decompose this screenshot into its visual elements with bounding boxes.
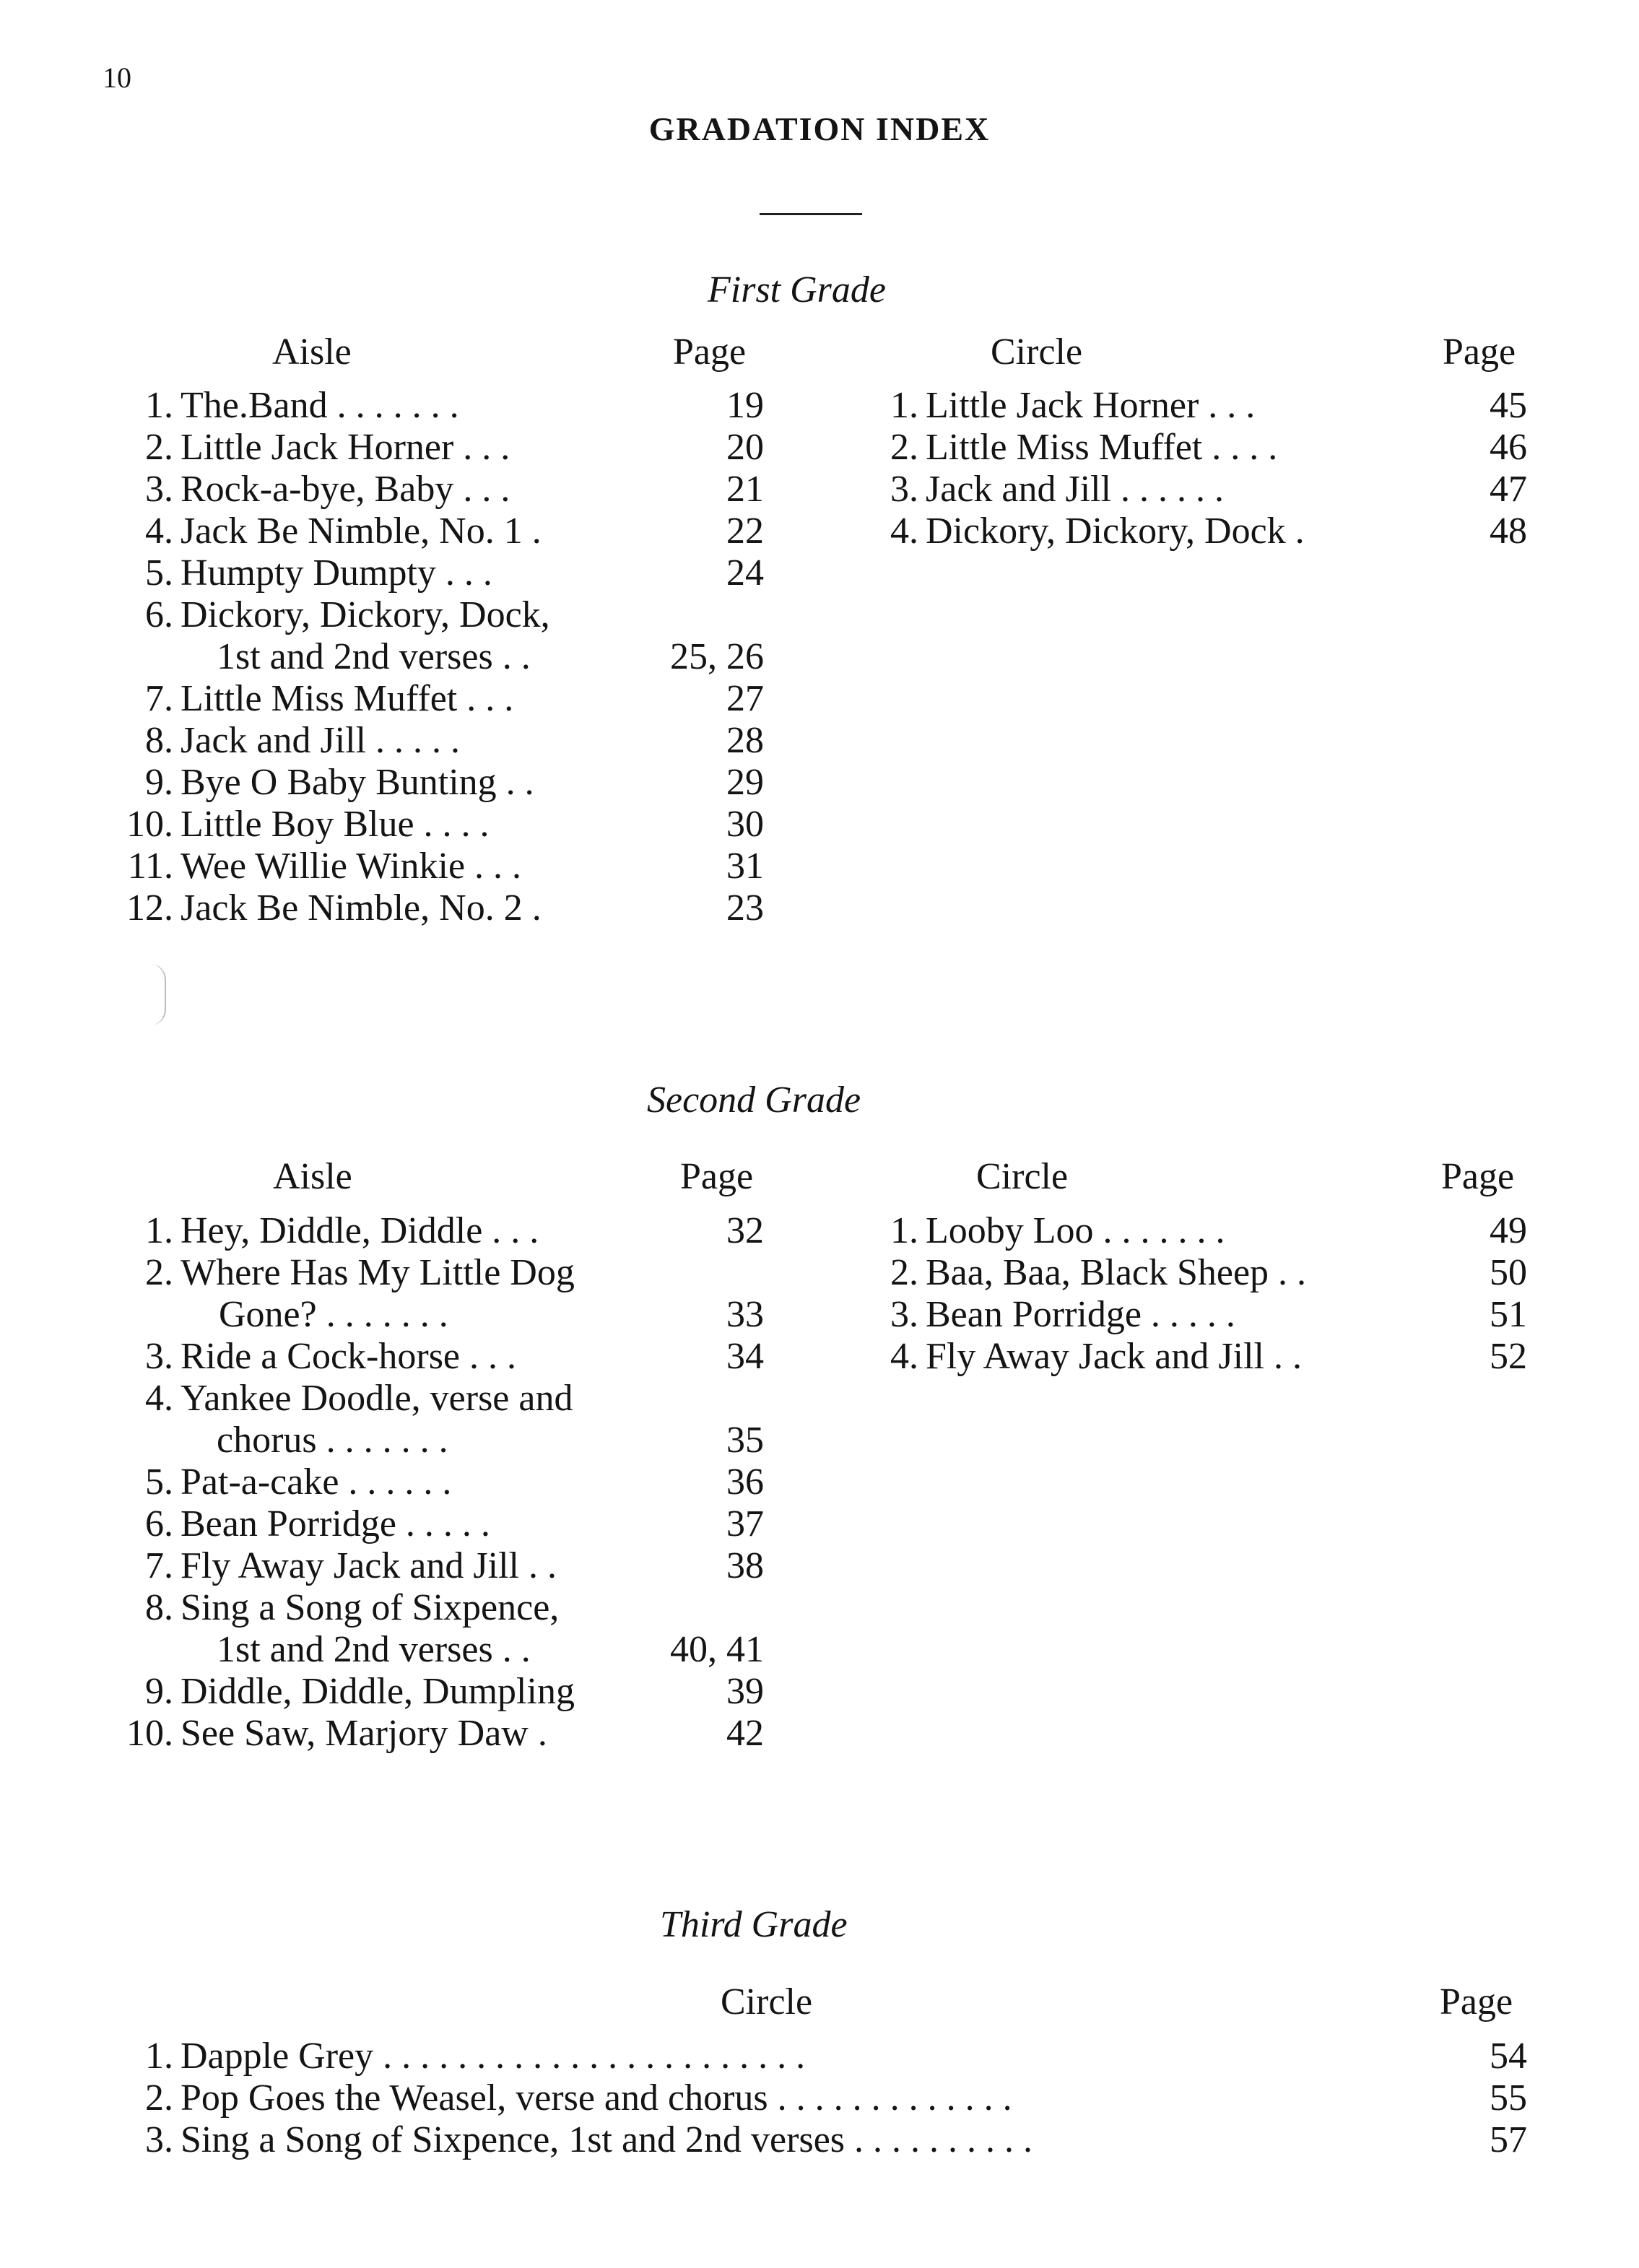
first-circle-page-heading: Page (1443, 331, 1516, 373)
page-number: 10 (103, 61, 131, 94)
list-item: 7. Little Miss Muffet . . . 27 (145, 678, 764, 719)
list-item: 2. Baa, Baa, Black Sheep . . 50 (890, 1252, 1527, 1293)
list-item: 10. See Saw, Marjory Daw . 42 (126, 1713, 764, 1754)
list-item: 1. Looby Loo . . . . . . . 49 (890, 1210, 1527, 1251)
list-item: 1. Dapple Grey . . . . . . . . . . . . . . . . . . . . . . . 54 (145, 2035, 1527, 2077)
list-item: 3. Ride a Cock-horse . . . 34 (145, 1336, 764, 1377)
list-item: 1. Hey, Diddle, Diddle . . . 32 (145, 1210, 764, 1251)
second-aisle-page-heading: Page (680, 1156, 754, 1197)
grade-title-third: Third Grade (660, 1904, 848, 1945)
second-grade-circle-list (850, 1209, 1527, 1377)
third-circle-heading: Circle (721, 1981, 813, 2022)
list-item: 9. Diddle, Diddle, Dumpling 39 (145, 1671, 764, 1712)
list-item: 2. Little Jack Horner . . . 20 (145, 427, 764, 468)
list-item: 6. Bean Porridge . . . . . 37 (145, 1503, 764, 1544)
list-item: 1. The.Band . . . . . . . 19 (145, 385, 764, 426)
list-item: 8. Jack and Jill . . . . . 28 (145, 720, 764, 761)
list-item: 10. Little Boy Blue . . . . 30 (126, 804, 764, 845)
list-item: 4. Dickory, Dickory, Dock . 48 (890, 510, 1527, 552)
list-item: 11. Wee Willie Winkie . . . 31 (127, 846, 764, 887)
list-item: 2. Pop Goes the Weasel, verse and chorus . . . . . . . . . . . . . 55 (145, 2077, 1527, 2119)
margin-mark (150, 964, 166, 1025)
second-circle-heading: Circle (976, 1156, 1069, 1197)
list-item: 4. Yankee Doodle, verse and chorus . . . . . . . 35 (145, 1378, 764, 1461)
first-grade-aisle-list (105, 384, 764, 929)
list-item: 8. Sing a Song of Sixpence, 1st and 2nd verses . . 40, 41 (145, 1587, 764, 1670)
list-item: 1. Little Jack Horner . . . 45 (890, 385, 1527, 426)
list-item: 3. Bean Porridge . . . . . 51 (890, 1294, 1527, 1335)
list-item: 9. Bye O Baby Bunting . . 29 (145, 762, 764, 803)
list-item: 12. Jack Be Nimble, No. 2 . 23 (126, 887, 764, 929)
list-item: 7. Fly Away Jack and Jill . . 38 (145, 1545, 764, 1586)
first-aisle-heading: Aisle (272, 331, 352, 373)
list-item: 4. Fly Away Jack and Jill . . 52 (890, 1336, 1527, 1377)
second-grade-aisle-list (105, 1209, 764, 1754)
list-item: 6. Dickory, Dickory, Dock, 1st and 2nd verses . . 25, 26 (145, 594, 764, 677)
third-grade-circle-list (105, 2035, 1527, 2160)
list-item: 2. Little Miss Muffet . . . . 46 (890, 427, 1527, 468)
list-item: 5. Pat-a-cake . . . . . . 36 (145, 1461, 764, 1503)
first-grade-circle-list (850, 384, 1527, 552)
list-item: 3. Rock-a-bye, Baby . . . 21 (145, 469, 764, 510)
second-circle-page-heading: Page (1441, 1156, 1515, 1197)
list-item: 3. Jack and Jill . . . . . . 47 (890, 469, 1527, 510)
list-item: 4. Jack Be Nimble, No. 1 . 22 (145, 510, 764, 552)
first-circle-heading: Circle (991, 331, 1083, 373)
first-aisle-page-heading: Page (673, 331, 747, 373)
third-circle-page-heading: Page (1440, 1981, 1513, 2022)
list-item: 5. Humpty Dumpty . . . 24 (145, 552, 764, 594)
page-title: GRADATION INDEX (648, 110, 991, 147)
second-aisle-heading: Aisle (273, 1156, 352, 1197)
list-item: 3. Sing a Song of Sixpence, 1st and 2nd verses . . . . . . . . . . 57 (145, 2119, 1527, 2160)
title-rule (760, 213, 862, 215)
grade-title-second: Second Grade (647, 1079, 861, 1121)
grade-title-first: First Grade (708, 269, 886, 310)
list-item: 2. Where Has My Little Dog Gone? . . . . . . . 33 (145, 1252, 764, 1335)
